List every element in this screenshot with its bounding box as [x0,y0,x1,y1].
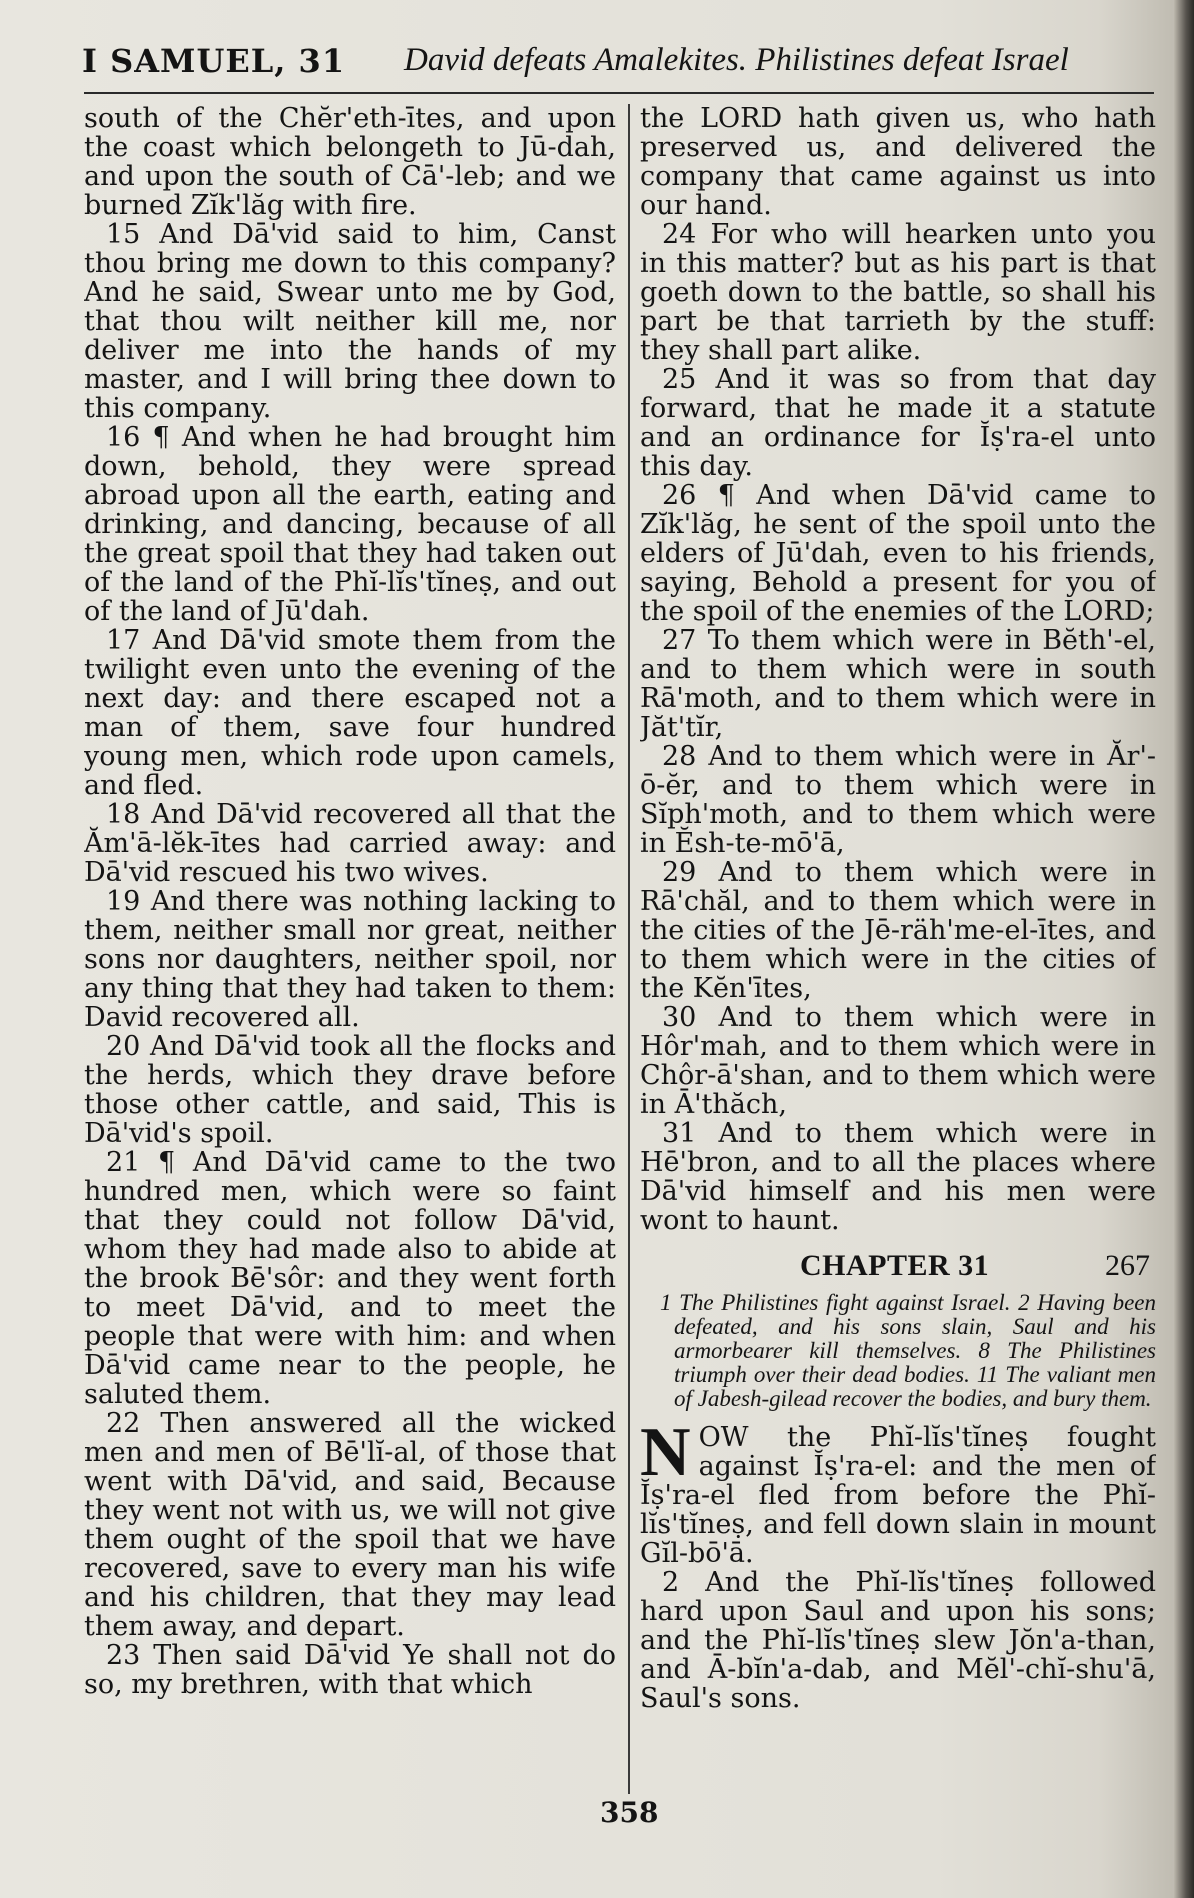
verse-paragraph: 26 ¶ And when Dā'vid came to Zĭk'lăg, he sent of the spoil unto the elders of Jū'dah, even to his friends, saying, Behold a present for you of the spoil of the enemies of the LORD; [640,480,1156,627]
verse-paragraph: south of the Chĕr'eth-ītes, and upon the coast which belongeth to Jū-dah, and upon the south of Cā'-leb; and we burned Zĭk'lăg with fire. [84,104,616,221]
chapter-title: CHAPTER 31 [800,1249,990,1282]
verse-paragraph: 29 And to them which were in Rā'chăl, and to them which were in the cities of the Jē-räh'me-el-ītes, and to them which were in the cities of the Kĕn'ītes, [640,857,1156,1004]
drop-cap: N [640,1414,691,1491]
header-rule [84,92,1154,94]
verse-paragraph: 24 For who will hearken unto you in this matter? but as his part is that goeth down to the battle, so shall his part be that tarrieth by the stuff: they shall part alike. [640,219,1156,366]
verse-paragraph: 20 And Dā'vid took all the flocks and the herds, which they drave before those other cattle, and said, This is Dā'vid's spoil. [84,1031,616,1149]
verse-paragraph: 23 Then said Dā'vid Ye shall not do so, my brethren, with that which [84,1640,616,1700]
verse-paragraph: 31 And to them which were in Hē'bron, and to all the places where Dā'vid himself and his men were wont to haunt. [640,1118,1156,1236]
verse-paragraph: 15 And Dā'vid said to him, Canst thou bring me down to this company? And he said, Swear unto me by God, that thou wilt neither kill me, nor deliver me into the hands of my master, and I will bring thee down to this company. [84,219,616,424]
verse-paragraph: 25 And it was so from that day forward, that he made it a statute and an ordinance for Ĭṣ'ra-el unto this day. [640,364,1156,482]
verse-paragraph: 28 And to them which were in Ăr'-ō-ĕr, and to them which were in Sĭph'moth, and to them which were in Ĕsh-te-mō'ā, [640,741,1156,859]
page-number: 358 [600,1796,659,1829]
verse-paragraph: 2 And the Phĭ-lĭs'tĭneṣ followed hard upon Saul and upon his sons; and the Phĭ-lĭs'tĭneṣ slew Jŏn'a-than, and Ā-bĭn'a-dab, and Mĕl'-chĭ-shu'ā, Saul's sons. [640,1567,1156,1714]
verse-paragraph: 18 And Dā'vid recovered all that the Ăm'ā-lĕk-ītes had carried away: and Dā'vid rescued his two wives. [84,799,616,888]
chapter-reference-number: 267 [1105,1249,1150,1282]
chapter-summary: 1 The Philistines fight against Israel. 2 Having been defeated, and his sons slain, Saul and his armorbearer kill themselves. 8 The Philistines triumph over their dead bodies. 11 The valiant men of Jabesh-gilead recover the bodies, and bury them. [660,1290,1156,1411]
chapter-first-verse [640,1414,1156,1569]
verse-paragraph: 17 And Dā'vid smote them from the twilight even unto the evening of the next day: and there escaped not a man of them, save four hundred young men, which rode upon camels, and fled. [84,625,616,801]
chapter-heading [640,1251,1156,1285]
verse-paragraph: 21 ¶ And Dā'vid came to the two hundred men, which were so faint that they could not follow Dā'vid, whom they had made also to abide at the brook Bē'sôr: and they went forth to meet Dā'vid, and to meet the people that were with him: and when Dā'vid came near to the people, he saluted them. [84,1147,616,1410]
verse-paragraph: 27 To them which were in Bĕth'-el, and to them which were in south Rā'moth, and to them which were in Jăt'tĭr, [640,625,1156,743]
first-verse-text: OW the Phĭ-lĭs'tĭneṣ fought against Ĭṣ'ra-el: and the men of Ĭṣ'ra-el fled from before the Phĭ-lĭs'tĭneṣ, and fell down slain in mount Gĭl-bō'ā. [640,1422,1156,1569]
header-book: I SAMUEL, 31 [82,42,346,80]
verse-paragraph: 22 Then answered all the wicked men and men of Bē'lĭ-al, of those that went with Dā'vid, and said, Because they went not with us, we will not give them ought of the spoil that we have recovered, save to every man his wife and his children, that they may lead them away, and depart. [84,1408,616,1642]
column-divider [628,104,630,1794]
right-column [640,104,1156,1794]
left-column [84,104,616,1794]
running-header [82,42,1147,86]
verse-paragraph: the LORD hath given us, who hath preserved us, and delivered the company that came against us into our hand. [640,104,1156,221]
verse-paragraph: 19 And there was nothing lacking to them, neither small nor great, neither sons nor daughters, neither spoil, nor any thing that they had taken to them: David recovered all. [84,886,616,1033]
header-subtitle: David defeats Amalekites. Philistines defeat Israel [404,42,1069,78]
page-spine-shadow [1174,0,1194,1898]
verse-paragraph: 16 ¶ And when he had brought him down, behold, they were spread abroad upon all the earth, eating and drinking, and dancing, because of all the great spoil that they had taken out of the land of the Phĭ-lĭs'tĭneṣ, and out of the land of Jū'dah. [84,422,616,627]
verse-paragraph: 30 And to them which were in Hôr'mah, and to them which were in Chôr-ā'shan, and to them which were in Ā'thăch, [640,1002,1156,1120]
